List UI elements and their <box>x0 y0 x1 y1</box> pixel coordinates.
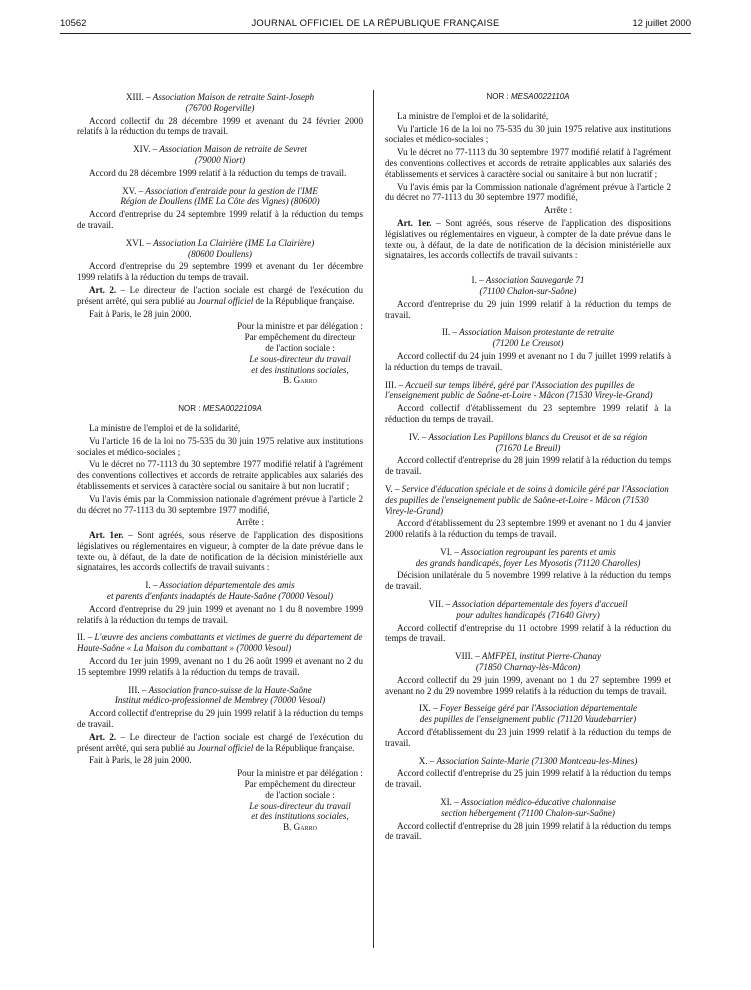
entry-heading: XIV. – Association Maison de retraite de Sevret (79000 Niort) <box>133 144 307 165</box>
entry-text: Décision unilatérale du 5 novembre 1999 relative à la réduction du temps de travail. <box>385 570 671 592</box>
signature-date: Fait à Paris, le 28 juin 2000. <box>89 308 192 319</box>
entry-text: Accord collectif du 28 décembre 1999 et avenant du 24 février 2000 relatifs à la réduction du temps de travail. <box>77 115 363 137</box>
journal-title: JOURNAL OFFICIEL DE LA RÉPUBLIQUE FRANÇAISE <box>251 18 500 29</box>
entry-text: Accord collectif d'entreprise du 28 juin 1999 relatif à la réduction du temps de travail. <box>385 820 671 842</box>
entry-text: Accord collectif du 29 juin 1999, avenant no 1 du 27 septembre 1999 et avenant no 2 du 29 novembre 1999 relatifs à la réduction du temps de travail. <box>385 674 671 696</box>
article-1: Art. 1er. – Sont agréés, sous réserve de l'application des dispositions législatives ou réglementaires en vigueur, à compter de la date prévue dans le texte ou, à défaut, de la date de notification de la décision ministérielle aux signataires, les accords collectifs de travail suivants : <box>77 530 363 573</box>
entry-text: Accord d'entreprise du 24 septembre 1999 relatif à la réduction du temps de travail. <box>77 209 363 230</box>
visa-line: La ministre de l'emploi et de la solidarité, <box>89 422 241 433</box>
entry-text: Accord d'entreprise du 29 juin 1999 et avenant no 1 du 8 novembre 1999 relatifs à la réduction du temps de travail. <box>77 603 363 625</box>
entry-text: Accord d'entreprise du 29 septembre 1999 et avenant du 1er décembre 1999 relatifs à la réduction du temps de travail. <box>77 261 363 283</box>
arrete-label: Arrête : <box>235 517 265 528</box>
entry-text: Accord collectif d'entreprise du 29 juin 1999 relatif à la réduction du temps de travail. <box>77 708 363 730</box>
left-column <box>77 92 363 833</box>
entry-text: Accord du 1er juin 1999, avenant no 1 du 26 août 1999 et avenant no 2 du 15 septembre 1999 relatifs à la réduction du temps de travail. <box>77 656 363 677</box>
entry-heading: III. – Accueil sur temps libéré, géré par l'Association des pupilles de l'enseignement public de Saône-et-Loire - Mâcon (71530 Virey-le-Grand) <box>385 379 653 401</box>
entry-heading: VI. – Association regroupant les parents et amis des grands handicapés, foyer Les Myosotis (71120 Charolles) <box>415 546 641 568</box>
entry-heading: VII. – Association départementale des foyers d'accueil pour adultes handicapés (71640 Givry) <box>428 599 628 620</box>
nor-reference: NOR : MESA0022110A <box>486 92 570 101</box>
article-1: Art. 1er. – Sont agréés, sous réserve de l'application des dispositions législatives ou réglementaires en vigueur, à compter de la date prévue dans le texte ou, à défaut, de la date de notification de la décision ministérielle aux signataires, les accords collectifs de travail suivants : <box>385 217 671 261</box>
entry-text: Accord collectif d'entreprise du 28 juin 1999 relatif à la réduction du temps de travail. <box>385 455 671 477</box>
page-header <box>60 18 691 34</box>
entry-text: Accord d'établissement du 23 juin 1999 relatif à la réduction du temps de travail. <box>385 727 671 748</box>
signature-date: Fait à Paris, le 28 juin 2000. <box>89 755 192 766</box>
right-column <box>385 92 671 844</box>
entry-text: Accord d'établissement du 23 septembre 1999 et avenant no 1 du 4 janvier 2000 relatifs à la réduction du temps de travail. <box>385 518 671 540</box>
entry-heading: II. – L'œuvre des anciens combattants et victimes de guerre du département de Haute-Saône « La Maison du combattant » (70000 Vesoul) <box>77 632 363 654</box>
entry-heading: X. – Association Sainte-Marie (71300 Montceau-les-Mines) <box>418 755 638 766</box>
visa-line: Vu le décret no 77-1113 du 30 septembre 1977 modifié relatif à l'agrément des conventions collectives et accords de retraite applicables aux salariés des établissements et services à caractère social ou sanitaire à but non lucratif ; <box>77 459 363 491</box>
page-number: 10562 <box>60 18 87 29</box>
arrete-label: Arrête : <box>543 205 573 216</box>
entry-heading: I. – Association départementale des amis et parents d'enfants inadaptés de Haute-Saône (70000 Vesoul) <box>106 580 334 602</box>
entry-text: Accord d'entreprise du 29 juin 1999 relatif à la réduction du temps de travail. <box>385 298 671 320</box>
entry-heading: XV. – Association d'entraide pour la gestion de l'IME Région de Doullens (IME La Côte des Vignes) (80600) <box>120 185 320 207</box>
entry-heading: IV. – Association Les Papillons blancs du Creusot et de sa région (71670 Le Breuil) <box>408 431 648 453</box>
entry-heading: VIII. – AMFPEI, institut Pierre-Chanay (71850 Charnay-lès-Mâcon) <box>455 651 601 673</box>
signature-block: Pour la ministre et par délégation : Par empêchement du directeur de l'action sociale : Le sous-directeur du travail et des institutions sociales, B. Garro <box>237 321 363 386</box>
article-2: Art. 2. – Le directeur de l'action sociale est chargé de l'exécution du présent arrêté, qui sera publié au Journal officiel de la République française. <box>77 731 363 753</box>
entry-heading: III. – Association franco-suisse de la Haute-Saône Institut médico-professionnel de Membrey (70000 Vesoul) <box>114 684 326 706</box>
entry-text: Accord collectif d'entreprise du 11 octobre 1999 relatif à la réduction du temps de travail. <box>385 622 671 644</box>
entry-text: Accord collectif d'entreprise du 25 juin 1999 relatif à la réduction du temps de travail. <box>385 768 671 790</box>
entry-heading: XI. – Association médico-éducative chalonnaise section hébergement (71100 Chalon-sur-Saône) <box>440 797 616 818</box>
column-divider <box>373 90 374 948</box>
entry-heading: II. – Association Maison protestante de retraite (71200 Le Creusot) <box>441 327 615 349</box>
entry-heading: I. – Association Sauvegarde 71 (71100 Chalon-sur-Saône) <box>471 275 585 296</box>
visa-line: Vu l'article 16 de la loi no 75-535 du 30 juin 1975 relative aux institutions sociales et médico-sociales ; <box>385 123 671 145</box>
visa-line: Vu l'avis émis par la Commission nationale d'agrément prévue à l'article 2 du décret no 77-1113 du 30 septembre 1977 modifié, <box>385 181 671 203</box>
visa-line: Vu l'article 16 de la loi no 75-535 du 30 juin 1975 relative aux institutions sociales et médico-sociales ; <box>77 435 363 457</box>
entry-heading: V. – Service d'éducation spéciale et de soins à domicile géré par l'Association des pupilles de l'enseignement public de Saône-et-Loire - Mâcon (71530 Virey-le-Grand) <box>385 483 669 516</box>
entry-heading: IX. – Foyer Besseige géré par l'Association départementale des pupilles de l'enseignement public (71120 Vaudebarrier) <box>418 703 638 725</box>
signature-block: Pour la ministre et par délégation : Par empêchement du directeur de l'action sociale : Le sous-directeur du travail et des institutions sociales, B. Garro <box>237 768 363 833</box>
publication-date: 12 juillet 2000 <box>632 18 691 29</box>
entry-text: Accord collectif d'établissement du 23 septembre 1999 relatif à la réduction du temps de travail. <box>385 403 671 424</box>
visa-line: La ministre de l'emploi et de la solidarité, <box>397 110 549 121</box>
header-rule <box>60 33 691 34</box>
entry-text: Accord du 28 décembre 1999 relatif à la réduction du temps de travail. <box>89 167 347 178</box>
entry-heading: XVI. – Association La Clairière (IME La Clairière) (80600 Doullens) <box>125 237 315 259</box>
entry-heading: XIII. – Association Maison de retraite Saint-Joseph (76700 Rogerville) <box>125 92 315 113</box>
entry-text: Accord collectif du 24 juin 1999 et avenant no 1 du 7 juillet 1999 relatifs à la réduction du temps de travail. <box>385 350 671 372</box>
visa-line: Vu le décret no 77-1113 du 30 septembre 1977 modifié relatif à l'agrément des conventions collectives et accords de retraite applicables aux salariés des établissements et services à caractère social ou sanitaire à but non lucratif ; <box>385 147 671 179</box>
nor-reference: NOR : MESA0022109A <box>178 404 262 414</box>
visa-line: Vu l'avis émis par la Commission nationale d'agrément prévue à l'article 2 du décret no 77-1113 du 30 septembre 1977 modifié, <box>77 493 363 515</box>
article-2: Art. 2. – Le directeur de l'action sociale est chargé de l'exécution du présent arrêté, qui sera publié au Journal officiel de la République française. <box>77 284 363 306</box>
